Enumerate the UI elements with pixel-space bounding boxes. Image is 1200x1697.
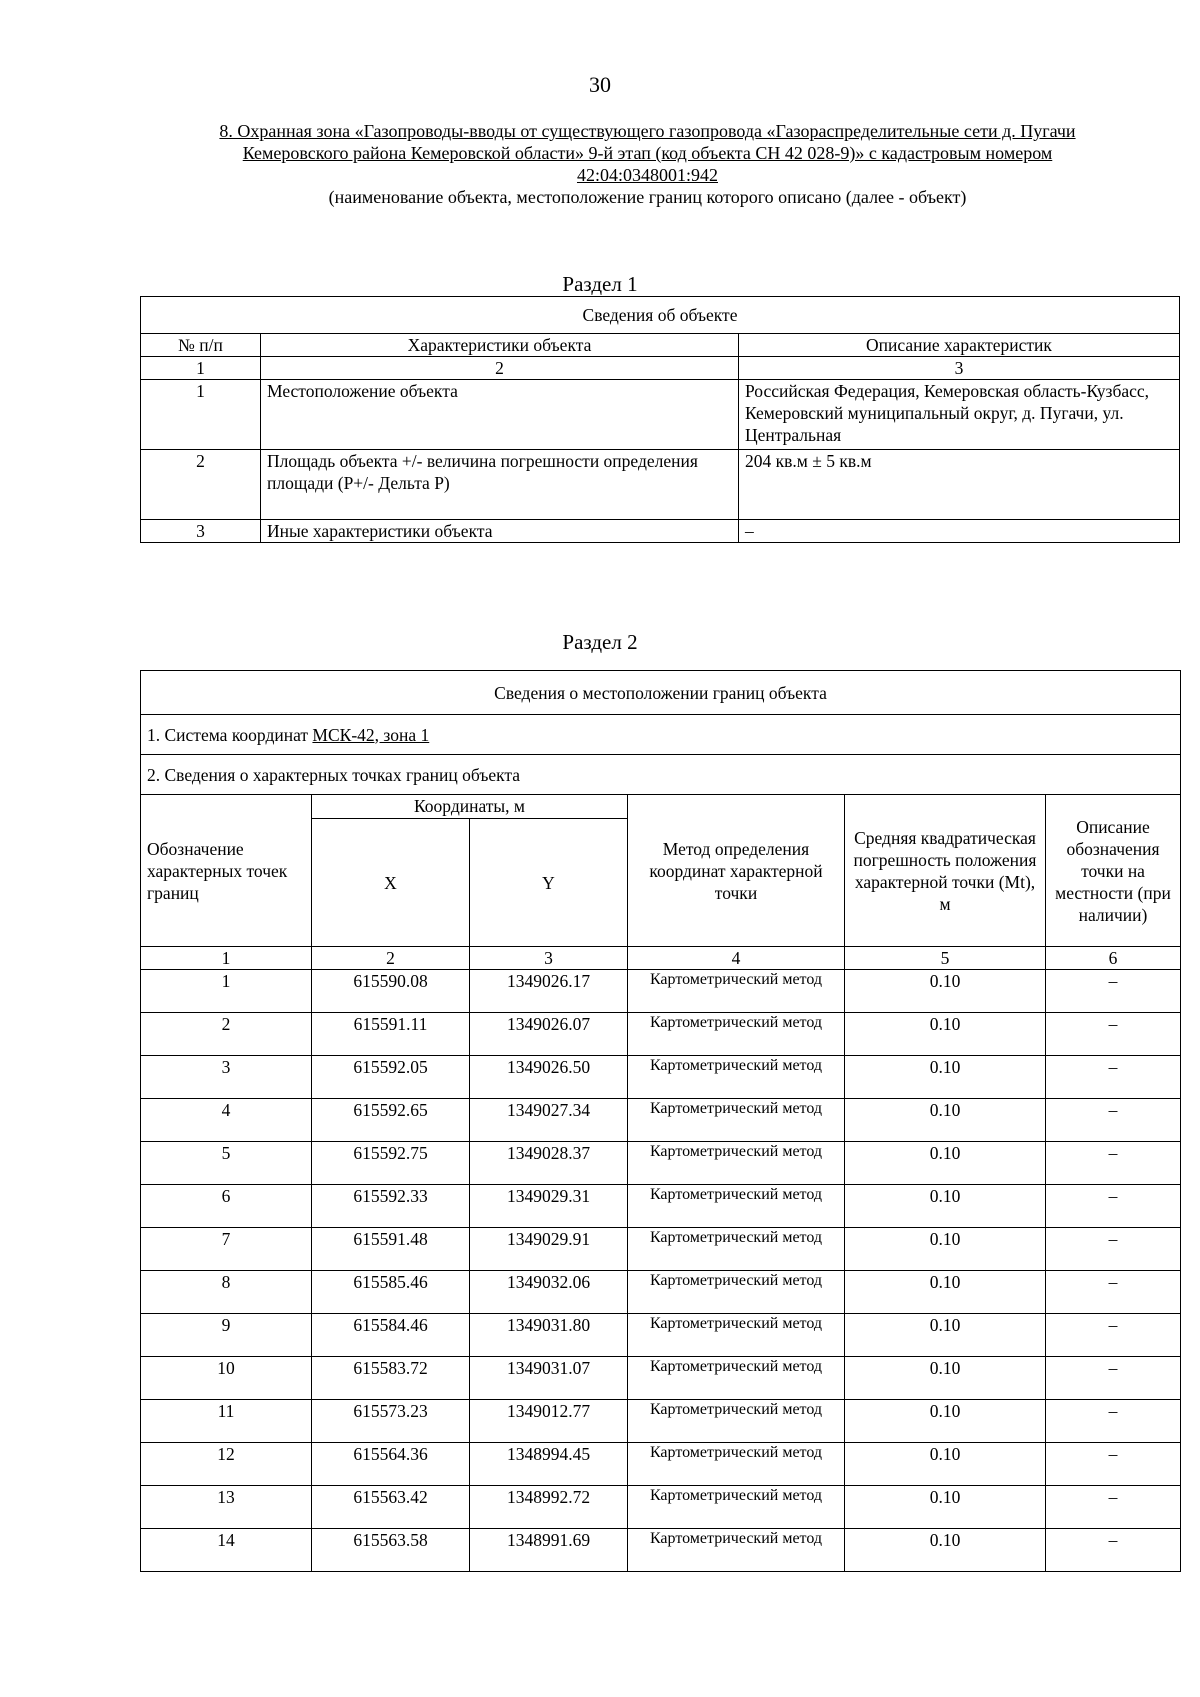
point-number: 7 (141, 1228, 312, 1271)
coord-y: 1349026.50 (470, 1056, 628, 1099)
point-number: 12 (141, 1443, 312, 1486)
point-number: 10 (141, 1357, 312, 1400)
error: 0.10 (845, 1400, 1046, 1443)
coord-y: 1348991.69 (470, 1529, 628, 1572)
coord-y: 1349027.34 (470, 1099, 628, 1142)
coord-y: 1349026.17 (470, 970, 628, 1013)
point-number: 14 (141, 1529, 312, 1572)
method: Картометрический метод (628, 1099, 845, 1142)
coord-x: 615564.36 (312, 1443, 470, 1486)
boundary-points-table (140, 670, 1181, 1572)
table-row (141, 1013, 1181, 1056)
table-row (141, 970, 1181, 1013)
point-description: – (1046, 1400, 1181, 1443)
coord-y: 1349029.91 (470, 1228, 628, 1271)
point-number: 2 (141, 1013, 312, 1056)
coord-x: 615584.46 (312, 1314, 470, 1357)
coordinate-system-value: МСК-42, зона 1 (312, 724, 430, 745)
section-1-title: Раздел 1 (562, 272, 638, 296)
method: Картометрический метод (628, 970, 845, 1013)
point-description: – (1046, 1314, 1181, 1357)
column-number: 3 (739, 357, 1180, 380)
section-2-title: Раздел 2 (562, 630, 638, 654)
table-row (141, 1529, 1181, 1572)
characteristic-description: 204 кв.м ± 5 кв.м (739, 450, 1180, 520)
table-row (141, 1271, 1181, 1314)
table-row (141, 1099, 1181, 1142)
point-description: – (1046, 1529, 1181, 1572)
error: 0.10 (845, 1099, 1046, 1142)
column-header: Характеристики объекта (261, 334, 739, 357)
point-description: – (1046, 1228, 1181, 1271)
coord-x: 615591.11 (312, 1013, 470, 1056)
point-description: – (1046, 1056, 1181, 1099)
characteristic: Иные характеристики объекта (261, 520, 739, 543)
coord-x: 615592.33 (312, 1185, 470, 1228)
coord-y: 1348992.72 (470, 1486, 628, 1529)
column-header: Описание характеристик (739, 334, 1180, 357)
point-number: 4 (141, 1099, 312, 1142)
point-number: 11 (141, 1400, 312, 1443)
coord-y: 1348994.45 (470, 1443, 628, 1486)
coord-y: 1349032.06 (470, 1271, 628, 1314)
point-number: 5 (141, 1142, 312, 1185)
coordinate-system (141, 715, 1181, 755)
table-row (141, 1185, 1181, 1228)
method: Картометрический метод (628, 1056, 845, 1099)
characteristic-description: Российская Федерация, Кемеровская область-Кузбасс, Кемеровский муниципальный округ, д. Пугачи, ул. Центральная (739, 380, 1180, 450)
coord-y: 1349029.31 (470, 1185, 628, 1228)
error: 0.10 (845, 1056, 1046, 1099)
point-description: – (1046, 1357, 1181, 1400)
coord-y: 1349012.77 (470, 1400, 628, 1443)
coord-x: 615583.72 (312, 1357, 470, 1400)
error: 0.10 (845, 1529, 1046, 1572)
header-error: Средняя квадратическая погрешность положения характерной точки (Mt), м (845, 795, 1046, 947)
coordinate-system-label: 1. Система координат (147, 724, 313, 745)
error: 0.10 (845, 1486, 1046, 1529)
header-designation: Обозначение характерных точек границ (141, 795, 312, 947)
coord-x: 615591.48 (312, 1228, 470, 1271)
point-number: 13 (141, 1486, 312, 1529)
method: Картометрический метод (628, 1228, 845, 1271)
coord-x: 615592.65 (312, 1099, 470, 1142)
heading-line-1: 8. Охранная зона «Газопроводы-вводы от существующего газопровода «Газораспределительные сети д. Пугачи (219, 121, 1076, 141)
heading-line-2: Кемеровского района Кемеровской области» 9-й этап (код объекта СН 42 028-9)» с кадастровым номером (242, 143, 1053, 163)
point-description: – (1046, 1185, 1181, 1228)
point-number: 3 (141, 1056, 312, 1099)
coord-y: 1349026.07 (470, 1013, 628, 1056)
table-row (141, 1142, 1181, 1185)
table-title: Сведения о местоположении границ объекта (141, 671, 1181, 715)
header-x: X (312, 819, 470, 947)
point-number: 1 (141, 970, 312, 1013)
object-heading (160, 120, 1135, 208)
table-row (141, 1486, 1181, 1529)
coord-y: 1349031.07 (470, 1357, 628, 1400)
method: Картометрический метод (628, 1357, 845, 1400)
table-row (141, 1357, 1181, 1400)
header-coordinates: Координаты, м (312, 795, 628, 819)
column-number: 3 (470, 947, 628, 970)
point-description: – (1046, 1099, 1181, 1142)
table-row (141, 1056, 1181, 1099)
object-info-table (140, 296, 1180, 543)
method: Картометрический метод (628, 1185, 845, 1228)
points-body (141, 970, 1181, 1572)
coord-x: 615585.46 (312, 1271, 470, 1314)
coord-x: 615563.58 (312, 1529, 470, 1572)
coord-x: 615590.08 (312, 970, 470, 1013)
coord-x: 615573.23 (312, 1400, 470, 1443)
error: 0.10 (845, 1142, 1046, 1185)
point-description: – (1046, 1013, 1181, 1056)
row-number: 1 (141, 380, 261, 450)
row-number: 3 (141, 520, 261, 543)
method: Картометрический метод (628, 1486, 845, 1529)
coord-x: 615592.75 (312, 1142, 470, 1185)
column-number: 2 (261, 357, 739, 380)
method: Картометрический метод (628, 1271, 845, 1314)
coord-x: 615592.05 (312, 1056, 470, 1099)
point-description: – (1046, 970, 1181, 1013)
points-title: 2. Сведения о характерных точках границ объекта (141, 755, 1181, 795)
characteristic: Площадь объекта +/- величина погрешности определения площади (Р+/- Дельта Р) (261, 450, 739, 520)
table-row (141, 1400, 1181, 1443)
point-description: – (1046, 1142, 1181, 1185)
row-number: 2 (141, 450, 261, 520)
heading-line-3: 42:04:0348001:942 (576, 165, 718, 185)
coord-x: 615563.42 (312, 1486, 470, 1529)
page-number: 30 (589, 72, 611, 97)
table-row (141, 1228, 1181, 1271)
error: 0.10 (845, 1443, 1046, 1486)
point-description: – (1046, 1271, 1181, 1314)
heading-subtitle: (наименование объекта, местоположение границ которого описано (далее - объект) (328, 187, 967, 207)
column-number: 1 (141, 947, 312, 970)
method: Картометрический метод (628, 1529, 845, 1572)
error: 0.10 (845, 1185, 1046, 1228)
column-number: 6 (1046, 947, 1181, 970)
coord-y: 1349031.80 (470, 1314, 628, 1357)
column-number: 4 (628, 947, 845, 970)
table-row (141, 1443, 1181, 1486)
column-number: 2 (312, 947, 470, 970)
header-method: Метод определения координат характерной точки (628, 795, 845, 947)
header-y: Y (470, 819, 628, 947)
point-number: 9 (141, 1314, 312, 1357)
error: 0.10 (845, 1271, 1046, 1314)
error: 0.10 (845, 970, 1046, 1013)
column-header: № п/п (141, 334, 261, 357)
table-row (141, 1314, 1181, 1357)
error: 0.10 (845, 1013, 1046, 1056)
method: Картометрический метод (628, 1142, 845, 1185)
method: Картометрический метод (628, 1400, 845, 1443)
error: 0.10 (845, 1314, 1046, 1357)
method: Картометрический метод (628, 1443, 845, 1486)
point-description: – (1046, 1443, 1181, 1486)
column-number: 1 (141, 357, 261, 380)
header-description: Описание обозначения точки на местности (при наличии) (1046, 795, 1181, 947)
column-number: 5 (845, 947, 1046, 970)
point-description: – (1046, 1486, 1181, 1529)
point-number: 6 (141, 1185, 312, 1228)
point-number: 8 (141, 1271, 312, 1314)
method: Картометрический метод (628, 1013, 845, 1056)
method: Картометрический метод (628, 1314, 845, 1357)
characteristic-description: – (739, 520, 1180, 543)
error: 0.10 (845, 1228, 1046, 1271)
coord-y: 1349028.37 (470, 1142, 628, 1185)
characteristic: Местоположение объекта (261, 380, 739, 450)
error: 0.10 (845, 1357, 1046, 1400)
table-title: Сведения об объекте (141, 297, 1180, 334)
